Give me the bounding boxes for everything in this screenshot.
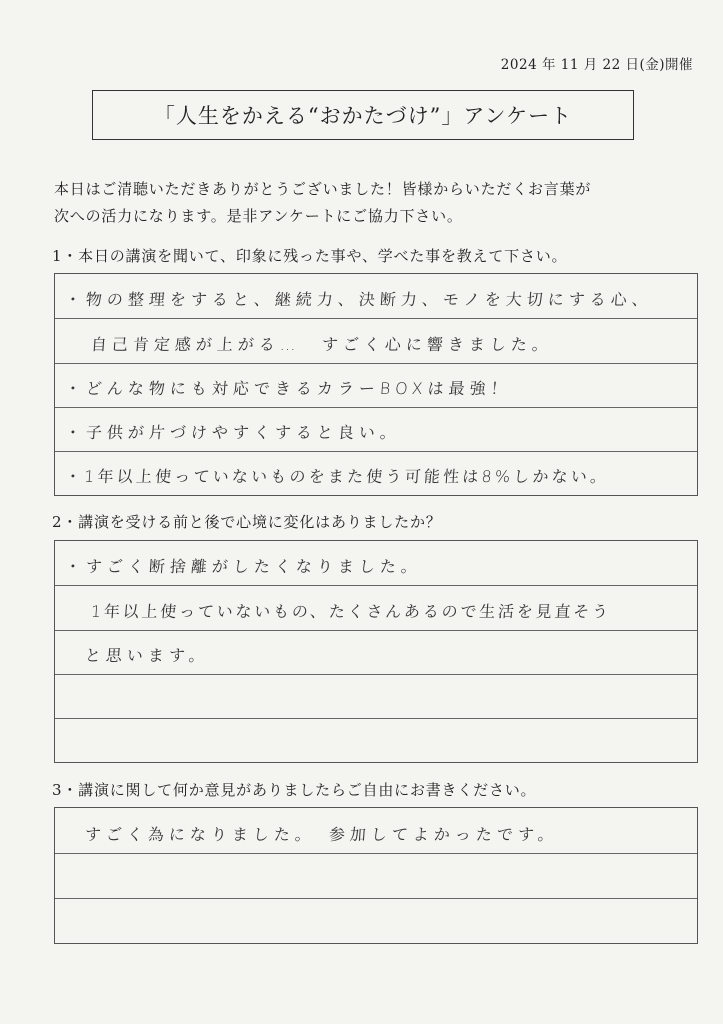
answer-row <box>55 808 697 854</box>
question-1-answer-box <box>54 273 698 496</box>
handwritten-answer: ・どんな物にも対応できるカラーBOXは最強！ <box>64 379 513 398</box>
handwritten-answer: 自己肯定感が上がる… すごく心に響きました。 <box>90 335 554 354</box>
answer-row <box>55 586 697 631</box>
answer-row <box>55 364 697 408</box>
answer-row <box>55 675 697 719</box>
answer-row <box>55 631 697 675</box>
event-date: 2024 年 11 月 22 日(金)開催 <box>500 57 693 73</box>
intro-line-2: 次への活力になります。是非アンケートにご協力下さい。 <box>54 207 463 225</box>
question-3-label: 3・講演に関して何か意見がありましたらご自由にお書きください。 <box>52 781 537 799</box>
answer-row <box>55 719 697 762</box>
answer-row <box>55 274 697 319</box>
question-2-label: 2・講演を受ける前と後で心境に変化はありましたか？ <box>52 513 442 531</box>
handwritten-answer: ・1年以上使っていないものをまた使う可能性は8%しかない。 <box>64 467 610 486</box>
answer-row <box>55 319 697 364</box>
answer-row <box>55 452 697 495</box>
handwritten-answer: ・すごく断捨離がしたくなりました。 <box>64 557 423 576</box>
intro-line-1: 本日はご清聴いただきありがとうございました！皆様からいただくお言葉が <box>54 180 592 198</box>
answer-row <box>55 854 697 899</box>
survey-title: 「人生をかえる“おかたづけ”」アンケート <box>153 104 573 128</box>
handwritten-answer: 1年以上使っていないもの、たくさんあるので生活を見直そう <box>90 602 612 621</box>
handwritten-answer: ・物の整理をすると、継続力、決断力、モノを大切にする心、 <box>64 290 654 309</box>
survey-title-box <box>92 90 634 140</box>
handwritten-answer: すごく為になりました。 参加してよかったです。 <box>84 825 560 844</box>
handwritten-answer: ・子供が片づけやすくすると良い。 <box>64 423 402 442</box>
answer-row <box>55 899 697 943</box>
question-3-answer-box <box>54 807 698 944</box>
intro-text <box>54 176 591 230</box>
answer-row <box>55 408 697 452</box>
question-1-label: 1・本日の講演を聞いて、印象に残った事や、学べた事を教えて下さい。 <box>52 247 568 265</box>
question-2-answer-box <box>54 540 698 763</box>
handwritten-answer: と思います。 <box>84 646 211 665</box>
answer-row <box>55 541 697 586</box>
